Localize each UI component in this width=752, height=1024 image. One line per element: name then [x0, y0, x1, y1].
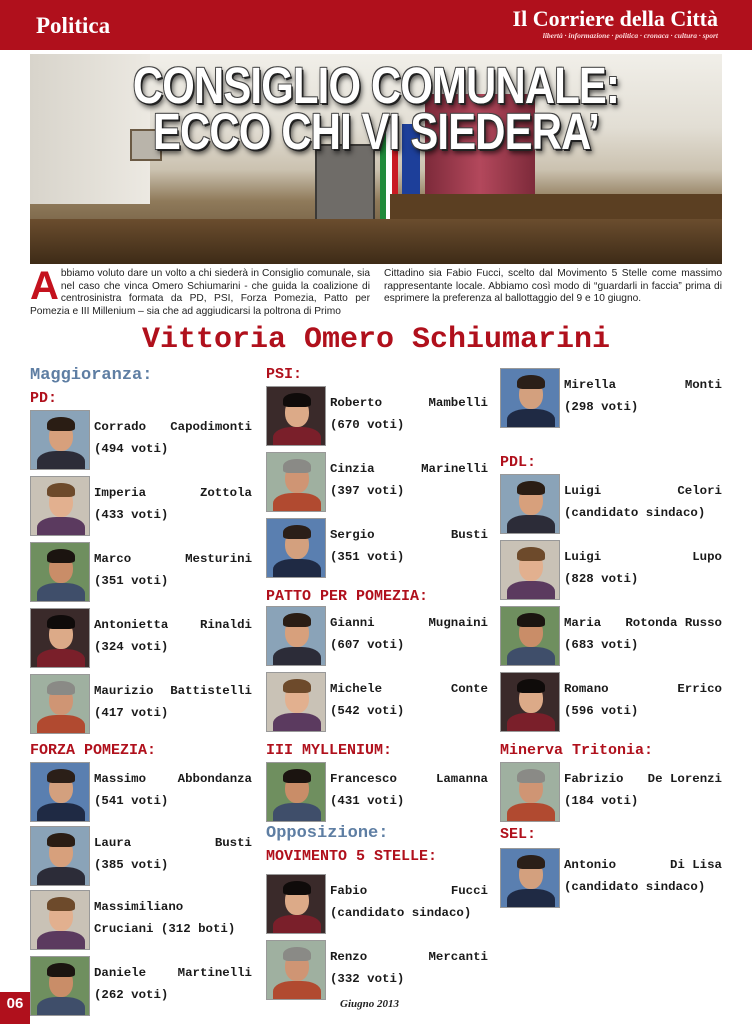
heading-opposizione: Opposizione: — [266, 824, 389, 843]
candidate-name — [564, 854, 722, 876]
intro-text-2: Cittadino sia Fabio Fucci, scelto dal Movimento 5 Stelle come massimo rappresentante locale. Abbiamo così modo di “guardarli in faccia” prima di esprimere la preferenza al ballottaggio del 9 e 10 giugno. — [384, 268, 722, 304]
candidate-last-name: Zottola — [199, 486, 252, 500]
candidate-photo — [266, 762, 326, 822]
candidate-photo — [500, 474, 560, 534]
candidate-photo — [30, 542, 90, 602]
candidate-votes: (351 voti) — [330, 550, 405, 564]
candidate-info — [564, 854, 722, 898]
candidate-card — [266, 672, 490, 734]
candidate-votes: (184 voti) — [564, 794, 639, 808]
candidate-name — [94, 416, 252, 438]
candidate-last-name: Di Lisa — [669, 858, 722, 872]
candidate-name — [94, 548, 252, 570]
candidate-photo — [266, 672, 326, 732]
candidate-votes: (262 voti) — [94, 988, 169, 1002]
candidate-card — [266, 874, 490, 936]
candidate-first-name: Romano — [564, 682, 609, 696]
photo-body — [37, 649, 85, 668]
candidate-photo — [266, 874, 326, 934]
photo-body — [273, 981, 321, 1000]
photo-body — [273, 559, 321, 578]
section-title: Politica — [36, 13, 111, 38]
candidate-card — [500, 606, 724, 668]
candidate-votes: Cruciani (312 boti) — [94, 922, 236, 936]
candidate-card — [30, 608, 254, 670]
photo-body — [273, 647, 321, 666]
candidate-first-name: Antonio — [564, 858, 617, 872]
candidate-photo — [30, 410, 90, 470]
candidate-votes: (494 voti) — [94, 442, 169, 456]
candidate-info — [330, 458, 488, 502]
candidate-last-name: Celori — [677, 484, 722, 498]
photo-hair — [283, 769, 311, 783]
candidate-votes: (397 voti) — [330, 484, 405, 498]
photo-hair — [283, 881, 311, 895]
photo-body — [273, 713, 321, 732]
photo-hair — [517, 547, 545, 561]
photo-hair — [47, 615, 75, 629]
heading-m5s: MOVIMENTO 5 STELLE: — [266, 848, 438, 865]
candidate-votes: (670 voti) — [330, 418, 405, 432]
candidate-last-name: Mercanti — [428, 950, 488, 964]
candidate-votes: (541 voti) — [94, 794, 169, 808]
candidate-votes: (542 voti) — [330, 704, 405, 718]
candidate-first-name: Marco — [94, 552, 132, 566]
photo-hair — [283, 613, 311, 627]
candidate-votes: (417 voti) — [94, 706, 169, 720]
heading-myllenium: III MYLLENIUM: — [266, 742, 393, 759]
candidate-photo — [30, 608, 90, 668]
candidate-votes: (828 voti) — [564, 572, 639, 586]
candidate-name — [94, 482, 252, 504]
heading-pdl: PDL: — [500, 454, 537, 471]
hero-desk-front — [30, 219, 722, 264]
photo-hair — [47, 417, 75, 431]
candidate-name — [330, 524, 488, 546]
candidate-name — [330, 880, 488, 902]
candidate-last-name: Martinelli — [177, 966, 252, 980]
candidate-name — [94, 896, 252, 918]
photo-hair — [47, 897, 75, 911]
candidate-info — [94, 680, 252, 724]
candidate-info — [330, 524, 488, 568]
candidate-name — [94, 768, 252, 790]
candidate-last-name: Lupo — [692, 550, 722, 564]
candidate-last-name: Busti — [214, 836, 252, 850]
candidate-first-name: Renzo — [330, 950, 368, 964]
candidate-card — [30, 542, 254, 604]
candidate-card — [30, 476, 254, 538]
candidate-name — [564, 374, 722, 396]
candidate-photo — [266, 940, 326, 1000]
candidate-info — [564, 374, 722, 418]
candidate-photo — [500, 606, 560, 666]
candidate-first-name: Cinzia — [330, 462, 375, 476]
candidate-last-name: De Lorenzi — [647, 772, 722, 786]
candidate-photo — [30, 762, 90, 822]
candidate-last-name: Rotonda Russo — [625, 616, 722, 630]
candidate-card — [500, 368, 724, 430]
candidate-card — [30, 956, 254, 1018]
photo-body — [37, 997, 85, 1016]
candidate-card — [500, 762, 724, 824]
candidate-photo — [30, 826, 90, 886]
brand-tagline: libertà · informazione · politica · cronaca · cultura · sport — [542, 31, 718, 40]
candidate-last-name: Marinelli — [421, 462, 488, 476]
candidate-card — [266, 386, 490, 448]
photo-hair — [517, 855, 545, 869]
candidate-photo — [30, 674, 90, 734]
candidate-votes: (596 voti) — [564, 704, 639, 718]
candidate-name — [94, 680, 252, 702]
candidate-first-name: Laura — [94, 836, 132, 850]
candidate-first-name: Fabrizio — [564, 772, 624, 786]
candidate-votes: (candidato sindaco) — [564, 506, 706, 520]
candidate-first-name: Gianni — [330, 616, 375, 630]
candidate-card — [266, 452, 490, 514]
photo-body — [273, 803, 321, 822]
candidate-name — [330, 946, 488, 968]
candidate-first-name: Michele — [330, 682, 383, 696]
candidate-info — [330, 612, 488, 656]
candidate-votes: (433 voti) — [94, 508, 169, 522]
photo-hair — [517, 481, 545, 495]
candidate-info — [94, 614, 252, 658]
candidate-info — [94, 962, 252, 1006]
candidate-first-name: Francesco — [330, 772, 397, 786]
candidate-last-name: Errico — [677, 682, 722, 696]
candidate-info — [564, 546, 722, 590]
photo-hair — [47, 681, 75, 695]
heading-psi: PSI: — [266, 366, 303, 383]
candidate-card — [30, 674, 254, 736]
candidate-photo — [500, 540, 560, 600]
candidate-votes: (683 voti) — [564, 638, 639, 652]
photo-hair — [47, 769, 75, 783]
candidate-info — [94, 482, 252, 526]
candidate-last-name: Fucci — [450, 884, 488, 898]
candidate-last-name: Busti — [450, 528, 488, 542]
candidate-last-name: Lamanna — [435, 772, 488, 786]
page-number: 06 — [0, 992, 30, 1024]
candidate-photo — [500, 848, 560, 908]
candidate-first-name: Massimiliano — [94, 900, 184, 914]
heading-sel: SEL: — [500, 826, 537, 843]
candidate-name — [330, 392, 488, 414]
photo-hair — [517, 375, 545, 389]
candidate-photo — [500, 672, 560, 732]
candidate-first-name: Massimo — [94, 772, 147, 786]
candidate-name — [94, 832, 252, 854]
candidate-card — [266, 606, 490, 668]
candidate-first-name: Fabio — [330, 884, 368, 898]
candidate-last-name: Rinaldi — [199, 618, 252, 632]
candidate-card — [266, 940, 490, 1002]
intro-text-1: bbiamo voluto dare un volto a chi siederà in Consiglio comunale, sia nel caso che vinca Omero Schiumarini - che guida la coalizione di centrosinistra formata da PD, PSI, Forza Pomezia, Patto per Pomezia e III Millenium – sia che ad aggiudicarsi la poltrona di Primo — [30, 268, 370, 317]
photo-body — [273, 427, 321, 446]
main-title: Vittoria Omero Schiumarini — [141, 323, 611, 357]
photo-body — [37, 517, 85, 536]
hero-title-line1: CONSIGLIO COMUNALE: — [132, 57, 620, 114]
candidate-last-name: Monti — [684, 378, 722, 392]
heading-patto: PATTO PER POMEZIA: — [266, 588, 429, 605]
candidate-votes: (351 voti) — [94, 574, 169, 588]
candidate-card — [30, 826, 254, 888]
candidate-name — [564, 612, 722, 634]
brand-logo: Il Corriere della Città — [512, 6, 718, 31]
candidate-first-name: Corrado — [94, 420, 147, 434]
candidate-name — [330, 678, 488, 700]
photo-body — [507, 713, 555, 732]
candidate-card — [30, 410, 254, 472]
candidate-last-name: Conte — [450, 682, 488, 696]
candidate-first-name: Luigi — [564, 550, 602, 564]
photo-hair — [517, 679, 545, 693]
photo-hair — [283, 525, 311, 539]
candidate-first-name: Sergio — [330, 528, 375, 542]
candidate-card — [500, 540, 724, 602]
candidate-first-name: Daniele — [94, 966, 147, 980]
heading-pd: PD: — [30, 390, 58, 407]
photo-hair — [47, 549, 75, 563]
dropcap: A — [30, 264, 59, 308]
candidate-info — [94, 832, 252, 876]
photo-hair — [283, 947, 311, 961]
candidate-info — [94, 896, 252, 940]
candidate-votes: (431 voti) — [330, 794, 405, 808]
candidate-first-name: Antonietta — [94, 618, 169, 632]
candidate-votes: (332 voti) — [330, 972, 405, 986]
candidate-info — [330, 392, 488, 436]
photo-body — [37, 803, 85, 822]
candidate-info — [564, 768, 722, 812]
photo-body — [37, 931, 85, 950]
candidate-info — [330, 768, 488, 812]
heading-forza-pomezia: FORZA POMEZIA: — [30, 742, 157, 759]
heading-maggioranza: Maggioranza: — [30, 366, 153, 385]
candidate-votes: (candidato sindaco) — [564, 880, 706, 894]
candidate-photo — [266, 518, 326, 578]
photo-body — [37, 451, 85, 470]
photo-body — [37, 867, 85, 886]
candidate-card — [500, 474, 724, 536]
candidate-photo — [30, 890, 90, 950]
candidate-name — [330, 612, 488, 634]
candidate-name — [564, 546, 722, 568]
photo-hair — [517, 613, 545, 627]
candidate-first-name: Imperia — [94, 486, 147, 500]
candidate-last-name: Abbondanza — [177, 772, 252, 786]
candidate-card — [266, 518, 490, 580]
candidate-name — [94, 962, 252, 984]
photo-body — [37, 715, 85, 734]
candidate-first-name: Maurizio — [94, 684, 154, 698]
photo-body — [507, 889, 555, 908]
candidate-card — [500, 848, 724, 910]
candidate-name — [330, 458, 488, 480]
candidate-last-name: Mambelli — [428, 396, 488, 410]
candidate-name — [564, 678, 722, 700]
photo-body — [507, 647, 555, 666]
candidate-info — [94, 768, 252, 812]
candidate-votes: (385 voti) — [94, 858, 169, 872]
candidate-votes: (607 voti) — [330, 638, 405, 652]
candidate-info — [330, 880, 488, 924]
candidate-photo — [500, 368, 560, 428]
candidate-first-name: Maria — [564, 616, 602, 630]
photo-hair — [47, 483, 75, 497]
candidate-last-name: Capodimonti — [170, 420, 252, 434]
candidate-card — [266, 762, 490, 824]
photo-hair — [47, 963, 75, 977]
candidate-last-name: Mesturini — [185, 552, 252, 566]
photo-body — [507, 515, 555, 534]
candidate-last-name: Battistelli — [170, 684, 252, 698]
candidate-info — [564, 480, 722, 524]
photo-hair — [283, 459, 311, 473]
intro-column-1 — [30, 264, 370, 318]
candidate-name — [564, 768, 722, 790]
candidate-votes: (298 voti) — [564, 400, 639, 414]
photo-body — [507, 803, 555, 822]
photo-body — [507, 409, 555, 428]
header-bar — [0, 0, 752, 50]
candidate-photo — [30, 956, 90, 1016]
candidate-photo — [500, 762, 560, 822]
hero-title-line2: ECCO CHI VI SIEDERA’ — [152, 103, 600, 160]
candidate-photo — [266, 386, 326, 446]
candidate-first-name: Luigi — [564, 484, 602, 498]
candidate-votes: (candidato sindaco) — [330, 906, 472, 920]
photo-hair — [47, 833, 75, 847]
candidate-info — [564, 678, 722, 722]
photo-body — [507, 581, 555, 600]
photo-body — [37, 583, 85, 602]
photo-body — [273, 915, 321, 934]
photo-hair — [517, 769, 545, 783]
candidate-info — [330, 678, 488, 722]
candidate-photo — [266, 606, 326, 666]
candidate-photo — [266, 452, 326, 512]
photo-hair — [283, 393, 311, 407]
heading-minerva: Minerva Tritonia: — [500, 742, 654, 759]
photo-hair — [283, 679, 311, 693]
candidate-info — [564, 612, 722, 656]
candidate-first-name: Mirella — [564, 378, 617, 392]
hero-image — [30, 54, 722, 264]
candidate-name — [330, 768, 488, 790]
candidate-card — [30, 762, 254, 824]
issue-date: Giugno 2013 — [340, 998, 399, 1010]
intro-column-2 — [384, 268, 722, 306]
candidate-name — [564, 480, 722, 502]
candidate-photo — [30, 476, 90, 536]
candidate-last-name: Mugnaini — [428, 616, 488, 630]
candidate-card — [500, 672, 724, 734]
candidate-info — [94, 548, 252, 592]
candidate-info — [330, 946, 488, 990]
candidate-card — [30, 890, 254, 952]
candidate-first-name: Roberto — [330, 396, 383, 410]
photo-body — [273, 493, 321, 512]
candidate-votes: (324 voti) — [94, 640, 169, 654]
candidate-name — [94, 614, 252, 636]
candidate-info — [94, 416, 252, 460]
